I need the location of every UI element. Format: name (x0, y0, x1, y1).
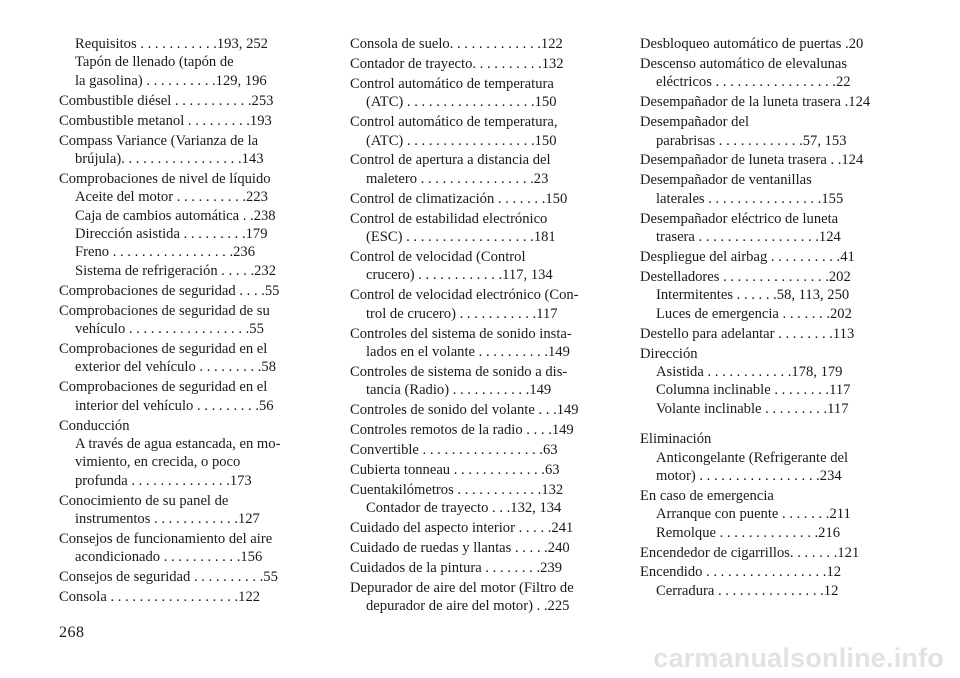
index-column-1 (59, 35, 309, 607)
index-entry: Control automático de temperatura (350, 75, 554, 92)
index-entry: Compass Variance (Varianza de la (59, 132, 259, 149)
index-entry: Control de velocidad electrónico (Con- (350, 287, 579, 304)
index-subentry: Cerradura . . . . . . . . . . . . . . .12 (656, 582, 839, 599)
index-entry: Comprobaciones de seguridad en el (59, 341, 268, 357)
index-entry: Cuidado del aspecto interior . . . . .241 (350, 520, 574, 537)
index-subentry: Anticongelante (Refrigerante del (656, 449, 849, 466)
index-entry: Control automático de temperatura, (350, 114, 558, 131)
index-column-3 (640, 35, 890, 600)
index-subentry: acondicionado . . . . . . . . . . .156 (75, 549, 263, 566)
index-entry: Eliminación (640, 431, 712, 448)
index-subentry: Aceite del motor . . . . . . . . . .223 (75, 189, 268, 206)
index-entry: Combustible metanol . . . . . . . . .193 (59, 112, 272, 129)
index-entry: Descenso automático de elevalunas (640, 55, 848, 72)
index-entry: Desempañador eléctrico de luneta (640, 210, 839, 227)
index-subentry: Dirección asistida . . . . . . . . .179 (75, 226, 268, 243)
index-subentry: laterales . . . . . . . . . . . . . . . .155 (656, 190, 844, 207)
index-entry: Control de estabilidad electrónico (350, 210, 548, 227)
index-subentry: interior del vehículo . . . . . . . . .56 (75, 397, 274, 414)
index-entry: Encendedor de cigarrillos. . . . . . .121 (640, 544, 860, 561)
index-subentry: brújula). . . . . . . . . . . . . . . . .143 (75, 150, 264, 167)
index-entry: Despliegue del airbag . . . . . . . . . .41 (640, 248, 855, 265)
index-entry: Control de velocidad (Control (350, 248, 526, 265)
index-subentry: trol de crucero) . . . . . . . . . . .117 (366, 305, 558, 322)
index-entry: Cuidado de ruedas y llantas . . . . .240 (350, 540, 570, 557)
page-number: 268 (59, 624, 85, 641)
index-subentry: (ESC) . . . . . . . . . . . . . . . . . .181 (366, 229, 556, 246)
watermark-link[interactable]: carmanualsonline.info (653, 643, 944, 673)
index-entry: Control de apertura a distancia del (350, 152, 551, 169)
index-subentry: Remolque . . . . . . . . . . . . . .216 (656, 524, 841, 541)
index-subentry: profunda . . . . . . . . . . . . . .173 (75, 472, 252, 489)
index-entry: Desempañador de la luneta trasera .124 (640, 94, 871, 111)
index-subentry: exterior del vehículo . . . . . . . . .58 (75, 359, 277, 376)
index-subentry: tancia (Radio) . . . . . . . . . . .149 (366, 382, 552, 399)
index-subentry: (ATC) . . . . . . . . . . . . . . . . . .150 (366, 132, 557, 149)
index-subentry: Requisitos . . . . . . . . . . .193, 252 (75, 36, 268, 52)
index-entry: Cuentakilómetros . . . . . . . . . . . .132 (350, 481, 564, 498)
index-subentry: Contador de trayecto . . .132, 134 (366, 500, 562, 517)
index-subentry: lados en el volante . . . . . . . . . .149 (366, 344, 570, 360)
index-subentry: Arranque con puente . . . . . . .211 (656, 506, 851, 523)
index-entry: Consola de suelo. . . . . . . . . . . . .122 (350, 36, 563, 52)
index-subentry: Columna inclinable . . . . . . . .117 (656, 382, 851, 399)
index-entry: Comprobaciones de seguridad . . . .55 (59, 282, 280, 299)
index-subentry: Sistema de refrigeración . . . . .232 (75, 262, 277, 279)
index-subentry: Caja de cambios automática . .238 (75, 207, 276, 224)
index-entry: Desempañador de ventanillas (640, 172, 812, 189)
index-entry: Controles de sistema de sonido a dis- (350, 363, 568, 380)
index-subentry: A través de agua estancada, en mo- (75, 436, 281, 453)
index-subentry: maletero . . . . . . . . . . . . . . . .23 (366, 170, 549, 187)
index-entry: Cubierta tonneau . . . . . . . . . . . . .63 (350, 461, 560, 478)
index-entry: Controles remotos de la radio . . . .149 (350, 422, 574, 439)
index-entry: Desempañador de luneta trasera . .124 (640, 152, 864, 169)
index-entry: Destello para adelantar . . . . . . . .113 (640, 325, 855, 342)
index-subentry: Volante inclinable . . . . . . . . .117 (656, 400, 849, 417)
index-entry: Comprobaciones de nivel de líquido (59, 170, 271, 187)
index-subentry: vimiento, en crecida, o poco (75, 454, 241, 471)
index-entry: Dirección (640, 345, 698, 362)
index-subentry: (ATC) . . . . . . . . . . . . . . . . . .150 (366, 94, 557, 111)
index-entry: Encendido . . . . . . . . . . . . . . . . .12 (640, 564, 842, 581)
index-subentry: depurador de aire del motor) . .225 (366, 598, 570, 615)
index-subentry: instrumentos . . . . . . . . . . . .127 (75, 511, 260, 528)
index-subentry: Luces de emergencia . . . . . . .202 (656, 305, 852, 322)
index-entry: Control de climatización . . . . . . .150 (350, 190, 568, 207)
index-subentry: Tapón de llenado (tapón de (75, 54, 234, 71)
index-subentry: Freno . . . . . . . . . . . . . . . . .236 (75, 244, 255, 261)
index-subentry: Asistida . . . . . . . . . . . .178, 179 (656, 363, 843, 380)
index-entry: Depurador de aire del motor (Filtro de (350, 579, 574, 596)
index-entry: Desempañador del (640, 114, 750, 131)
index-subentry: crucero) . . . . . . . . . . . .117, 134 (366, 267, 553, 284)
index-entry: Cuidados de la pintura . . . . . . . .239 (350, 559, 562, 576)
index-subentry: vehículo . . . . . . . . . . . . . . . . .55 (75, 321, 264, 338)
index-subentry: parabrisas . . . . . . . . . . . .57, 153 (656, 132, 847, 149)
index-entry: Conocimiento de su panel de (59, 492, 229, 509)
index-entry: Consejos de seguridad . . . . . . . . . .55 (59, 569, 278, 586)
index-subentry: motor) . . . . . . . . . . . . . . . . .234 (656, 467, 842, 484)
index-subentry: la gasolina) . . . . . . . . . .129, 196 (75, 72, 267, 89)
index-entry: Consejos de funcionamiento del aire (59, 531, 273, 548)
index-subentry: Intermitentes . . . . . .58, 113, 250 (656, 287, 850, 304)
index-entry: Convertible . . . . . . . . . . . . . . . . .63 (350, 442, 558, 459)
index-entry: Combustible diésel . . . . . . . . . . .253 (59, 92, 274, 109)
index-entry: Comprobaciones de seguridad en el (59, 379, 268, 396)
index-entry: Controles de sonido del volante . . .149 (350, 402, 579, 419)
index-subentry: trasera . . . . . . . . . . . . . . . . .124 (656, 229, 841, 246)
index-subentry: eléctricos . . . . . . . . . . . . . . . . .22 (656, 74, 851, 91)
index-entry: Consola . . . . . . . . . . . . . . . . . .122 (59, 589, 261, 606)
index-entry: Controles del sistema de sonido insta- (350, 325, 572, 342)
index-entry: Conducción (59, 417, 130, 434)
index-entry: Comprobaciones de seguridad de su (59, 302, 270, 319)
index-entry: En caso de emergencia (640, 487, 774, 504)
index-entry: Contador de trayecto. . . . . . . . . .132 (350, 55, 564, 72)
index-column-2 (350, 35, 600, 616)
index-entry: Desbloqueo automático de puertas .20 (640, 36, 864, 52)
index-entry: Destelladores . . . . . . . . . . . . . . .202 (640, 268, 851, 285)
